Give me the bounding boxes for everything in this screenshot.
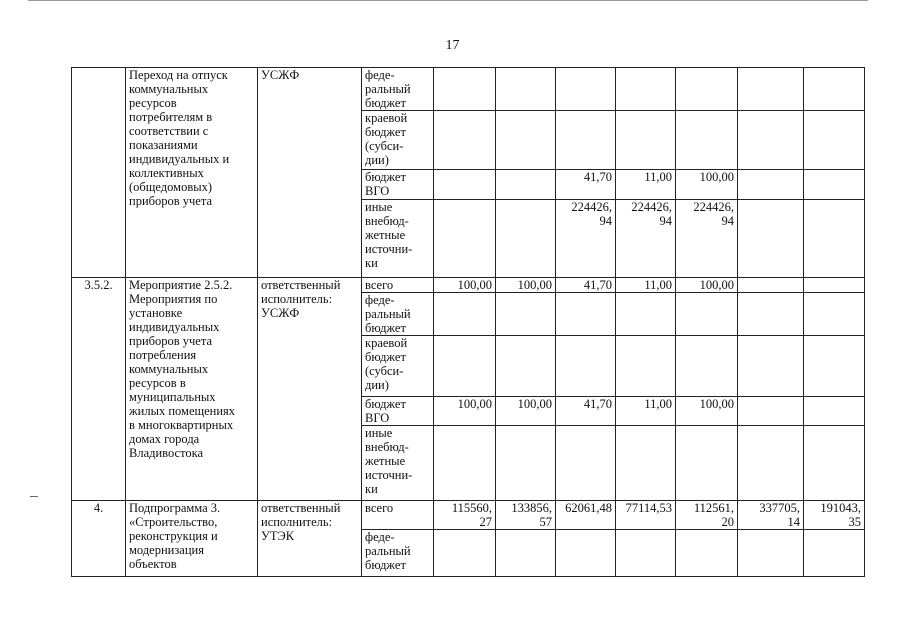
amount-value: 100,00 [699,170,734,184]
funding-source: иные внебюд- жетные источни- ки [362,426,434,501]
amount-cell [804,278,865,293]
amount-value: 11,00 [644,278,672,292]
amount-cell [804,397,865,426]
amount-value: 11,00 [644,397,672,411]
amount-value: 224426, 94 [571,200,612,228]
budget-table [71,67,865,577]
amount-cell [676,278,738,293]
amount-cell [616,336,676,397]
amount-cell [556,111,616,170]
amount-cell [496,530,556,577]
amount-cell [434,170,496,200]
amount-cell [496,170,556,200]
amount-cell [434,293,496,336]
amount-cell [804,336,865,397]
row-number: 4. [72,501,126,577]
amount-cell [738,200,804,278]
amount-cell [556,501,616,530]
amount-value: 337705, 14 [759,501,800,529]
amount-cell [738,111,804,170]
amount-cell [676,68,738,111]
margin-mark [30,496,38,497]
amount-value: 100,00 [517,278,552,292]
amount-cell [434,278,496,293]
amount-value: 41,70 [583,170,612,184]
funding-source: краевой бюджет (субси- дии) [362,336,434,397]
funding-source: феде- ральный бюджет [362,293,434,336]
amount-cell [434,397,496,426]
amount-cell [616,68,676,111]
executor: ответственный исполнитель: УСЖФ [258,278,362,501]
amount-cell [616,501,676,530]
amount-cell [676,111,738,170]
amount-cell [804,426,865,501]
amount-value: 191043, 35 [820,501,861,529]
amount-cell [496,397,556,426]
amount-cell [434,111,496,170]
amount-cell [434,336,496,397]
amount-cell [496,501,556,530]
amount-cell [804,68,865,111]
amount-value: 224426, 94 [631,200,672,228]
funding-source: всего [362,501,434,530]
amount-cell [804,200,865,278]
amount-value: 115560, 27 [451,501,492,529]
amount-cell [556,68,616,111]
amount-cell [738,293,804,336]
amount-cell [738,68,804,111]
amount-cell [676,200,738,278]
executor: УСЖФ [258,68,362,278]
amount-cell [676,336,738,397]
amount-cell [616,111,676,170]
amount-value: 100,00 [699,397,734,411]
amount-cell [804,530,865,577]
amount-value: 100,00 [517,397,552,411]
amount-cell [496,426,556,501]
amount-cell [738,530,804,577]
amount-cell [556,426,616,501]
amount-cell [556,293,616,336]
amount-value: 112561, 20 [693,501,734,529]
amount-cell [496,200,556,278]
amount-value: 41,70 [583,397,612,411]
table-row [72,501,865,530]
amount-cell [616,200,676,278]
scan-edge-line [28,0,868,1]
amount-value: 100,00 [699,278,734,292]
amount-cell [556,397,616,426]
amount-cell [804,501,865,530]
funding-source: краевой бюджет (субси- дии) [362,111,434,170]
amount-value: 224426, 94 [693,200,734,228]
amount-cell [738,397,804,426]
table-row [72,278,865,293]
amount-cell [616,293,676,336]
amount-cell [556,170,616,200]
amount-cell [738,501,804,530]
funding-source: бюджет ВГО [362,397,434,426]
amount-value: 62061,48 [565,501,612,515]
amount-cell [434,200,496,278]
amount-cell [556,336,616,397]
page-number: 17 [445,38,460,53]
amount-cell [676,397,738,426]
amount-cell [434,426,496,501]
amount-cell [434,68,496,111]
amount-cell [804,293,865,336]
amount-cell [616,530,676,577]
row-number [72,68,126,278]
amount-cell [496,68,556,111]
amount-cell [616,426,676,501]
table-row [72,68,865,111]
amount-value: 133856, 57 [511,501,552,529]
amount-cell [676,501,738,530]
amount-cell [676,530,738,577]
amount-cell [616,278,676,293]
amount-cell [738,278,804,293]
amount-cell [616,170,676,200]
amount-cell [496,293,556,336]
activity-name: Мероприятие 2.5.2. Мероприятия по установке индивидуальных приборов учета потребления коммунальных ресурсов в муниципальных жилых помещениях в многоквартирных домах города Владивостока [126,278,258,501]
amount-cell [496,278,556,293]
amount-cell [616,397,676,426]
amount-cell [804,111,865,170]
funding-source: бюджет ВГО [362,170,434,200]
amount-cell [556,278,616,293]
amount-cell [496,111,556,170]
amount-cell [556,530,616,577]
amount-cell [676,293,738,336]
amount-cell [738,336,804,397]
amount-value: 11,00 [644,170,672,184]
amount-cell [434,501,496,530]
activity-name: Переход на отпуск коммунальных ресурсов потребителям в соответствии с показаниями индивидуальных и коллективных (общедомовых) приборов учета [126,68,258,278]
executor: ответственный исполнитель: УТЭК [258,501,362,577]
funding-source: феде- ральный бюджет [362,68,434,111]
amount-cell [556,200,616,278]
amount-cell [738,170,804,200]
activity-name: Подпрограмма 3. «Строительство, реконструкция и модернизация объектов [126,501,258,577]
amount-value: 77114,53 [625,501,672,515]
funding-source: феде- ральный бюджет [362,530,434,577]
funding-source: всего [362,278,434,293]
row-number: 3.5.2. [72,278,126,501]
amount-value: 100,00 [457,397,492,411]
amount-cell [496,336,556,397]
amount-cell [676,170,738,200]
amount-value: 100,00 [457,278,492,292]
amount-cell [804,170,865,200]
amount-cell [738,426,804,501]
funding-source: иные внебюд- жетные источни- ки [362,200,434,278]
amount-cell [434,530,496,577]
amount-value: 41,70 [583,278,612,292]
amount-cell [676,426,738,501]
